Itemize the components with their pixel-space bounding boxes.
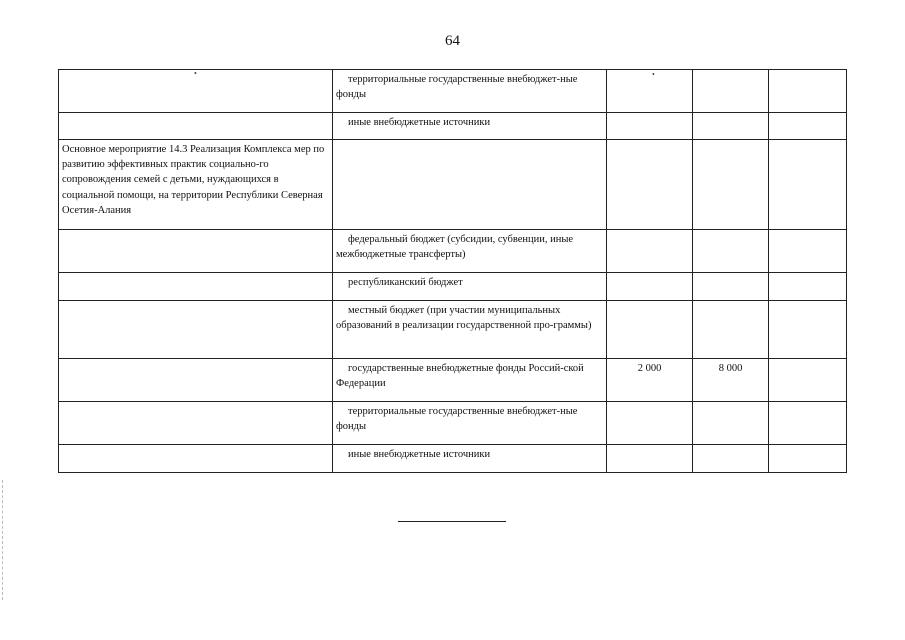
table-row (59, 301, 847, 359)
funding-source-cell (333, 70, 607, 113)
value-cell-1 (607, 273, 693, 301)
value-cell-3 (769, 301, 847, 359)
value-cell-3 (769, 140, 847, 230)
funding-source-text: территориальные государственные внебюджет-ные фонды (336, 74, 578, 101)
funding-source-cell (333, 230, 607, 273)
funding-source-cell (333, 301, 607, 359)
value-cell-2 (693, 140, 769, 230)
funding-source-cell (333, 113, 607, 140)
table-row (59, 445, 847, 473)
value-cell-1: 2 000 (607, 359, 693, 402)
value-cell-1 (607, 230, 693, 273)
funding-source-cell (333, 359, 607, 402)
table-row (59, 402, 847, 445)
value-cell-3 (769, 113, 847, 140)
value-cell-3 (769, 445, 847, 473)
funding-source-cell (333, 140, 607, 230)
table-row (59, 273, 847, 301)
activity-cell (59, 113, 333, 140)
value-cell-1 (607, 140, 693, 230)
table-row (59, 70, 847, 113)
activity-cell (59, 402, 333, 445)
value-cell-1 (607, 445, 693, 473)
page-number: 64 (445, 33, 460, 49)
value-cell-2 (693, 301, 769, 359)
value-cell-2 (693, 402, 769, 445)
scan-speck: • (194, 69, 197, 78)
activity-cell: Основное мероприятие 14.3 Реализация Комплекса мер по развитию эффективных практик социально-го сопровождения семей с детьми, нуждающихся в социальной помощи, на территории Республики Северная Осетия-Алания (59, 140, 333, 230)
scan-speck: • (652, 70, 655, 79)
value-cell-2 (693, 70, 769, 113)
budget-table (58, 69, 847, 473)
activity-cell (59, 359, 333, 402)
value-cell-3 (769, 273, 847, 301)
funding-source-text: государственные внебюджетные фонды Россий-ской Федерации (336, 363, 584, 390)
table-row (59, 113, 847, 140)
value-cell-2 (693, 445, 769, 473)
table-row (59, 359, 847, 402)
activity-cell (59, 273, 333, 301)
value-cell-3 (769, 359, 847, 402)
funding-source-cell (333, 445, 607, 473)
funding-source-cell (333, 273, 607, 301)
value-cell-2: 8 000 (693, 359, 769, 402)
funding-source-text: местный бюджет (при участии муниципальных образований в реализации государственной про-граммы) (336, 305, 592, 332)
activity-cell (59, 230, 333, 273)
table-row (59, 230, 847, 273)
funding-source-cell (333, 402, 607, 445)
table-row (59, 140, 847, 230)
value-cell-1 (607, 113, 693, 140)
funding-source-text: федеральный бюджет (субсидии, субвенции, иные межбюджетные трансферты) (336, 234, 574, 261)
funding-source-text: иные внебюджетные источники (348, 449, 491, 460)
value-cell-1 (607, 70, 693, 113)
value-cell-1 (607, 301, 693, 359)
activity-cell (59, 301, 333, 359)
value-cell-3 (769, 70, 847, 113)
funding-source-text: республиканский бюджет (348, 277, 463, 288)
scan-margin-marks (2, 480, 4, 600)
value-cell-2 (693, 230, 769, 273)
footer-divider (398, 521, 506, 522)
funding-source-text: территориальные государственные внебюджет-ные фонды (336, 406, 578, 433)
value-cell-1 (607, 402, 693, 445)
value-cell-2 (693, 113, 769, 140)
activity-cell (59, 445, 333, 473)
value-cell-3 (769, 230, 847, 273)
funding-source-text: иные внебюджетные источники (348, 117, 491, 128)
value-cell-2 (693, 273, 769, 301)
value-cell-3 (769, 402, 847, 445)
